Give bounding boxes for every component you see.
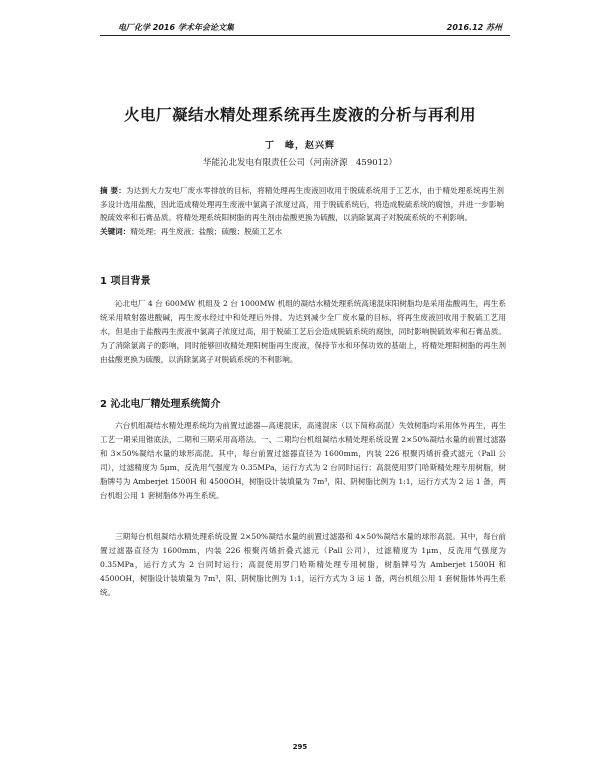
abstract-text: [100, 184, 504, 225]
issue-info: 2016.12 苏州: [446, 23, 502, 32]
running-head: [100, 20, 508, 34]
header-rule: [100, 35, 510, 36]
section-heading-2: 2 沁北电厂精处理系统简介: [100, 399, 221, 410]
page-number: 295: [292, 743, 308, 751]
abstract-label: 摘 要：: [100, 186, 126, 195]
keywords-label: 关键词：: [100, 226, 131, 236]
abstract-block: [100, 184, 504, 238]
article-authors: 丁 峰，赵兴辉: [264, 141, 335, 151]
section-1-paragraph: 沁北电厂 4 台 600MW 机组及 2 台 1000MW 机组的凝结水精处理系统高速混床阳树脂均是采用盐酸再生，再生系统采用喷射器进酸碱，再生废水经过中和处理后外排。为达到减少全厂废水量的目标，将再生废液回收用于脱硫工艺用水，但是由于盐酸再生废液中氯离子浓度过高，用于脱硫工艺后会造成脱硫系统的腐蚀，同时影响脱硫效率和石膏品质。为了消除氯离子的影响，同时能够回收精处理阳树脂再生废液，保持节水和环保功效的基础上，将精处理阳树脂的再生剂由盐酸更换为硫酸，以消除氯离子对脱硫系统的不利影响。: [100, 299, 506, 365]
author-affiliation: 华能沁北发电有限责任公司（河南济源 459012）: [203, 158, 397, 168]
keywords-line: [100, 225, 504, 239]
article-title: 火电厂凝结水精处理系统再生废液的分析与再利用: [123, 106, 476, 124]
abstract-body: 为达到大力发电厂废水零排放的目标，将精处理再生废液回收用于脱硫系统用于工艺水，由于精处理系统再生剂多设计选用盐酸，因此造成精处理再生废液中氯离子浓度过高，用于脱硫系统后，将造成脱硫系统的腐蚀，并进一步影响脱硫效率和石膏品质。将精处理系统阳树脂的再生剂由盐酸更换为硫酸，以消除氯离子对脱硫系统的不利影响。: [100, 186, 504, 223]
journal-name: 电厂化学 2016 学术年会论文集: [118, 23, 234, 32]
section-2-paragraph-2: 三期每台机组凝结水精处理系统设置 2×50%凝结水量的前置过滤器和 4×50%凝结水量的球形高混。其中，每台前置过滤器直径为 1600mm，内装 226 根聚丙烯折叠式滤元（Pall 公司），过滤精度为 1μm，反洗用气强度为 0.35MPa，运行方式为 2 台同时运行；高混使用罗门哈斯精处理专用树脂，树脂牌号为 Amberjet 1500H 和 4500OH，树脂设计装填量为 7m³，阳、阴树脂比例为 1:1，运行方式为 3 运 1 备，两台机组公用 1 套树脂体外再生系统。: [100, 532, 506, 598]
section-2-paragraph-1: 六台机组凝结水精处理系统均为前置过滤器—高速混床，高速混床（以下简称高混）失效树脂均采用体外再生，再生工艺一期采用锥底法，二期和三期采用高塔法。一、二期均台机组凝结水精处理系统设置 2×50%凝结水量的前置过滤器和 3×50%凝结水量的球形高混。其中，每台前置过滤器直径为 1600mm，内装 226 根聚丙烯折叠式滤元（Pall 公司），过滤精度为 5μm，反洗用气强度为 0.35MPa，运行方式为 2 台同时运行；高混使用罗门哈斯精处理专用树脂，树脂牌号为 Amberjet 1500H 和 4500OH，树脂设计装填量为 7m³，阳、阴树脂比例为 1:1，运行方式为 2 运 1 备，两台机组公用 1 套树脂体外再生系统。: [100, 421, 506, 501]
section-heading-1: 1 项目背景: [100, 276, 151, 287]
keywords-list: 精处理；再生废液；盐酸；硫酸；脱硫工艺水: [130, 226, 283, 236]
